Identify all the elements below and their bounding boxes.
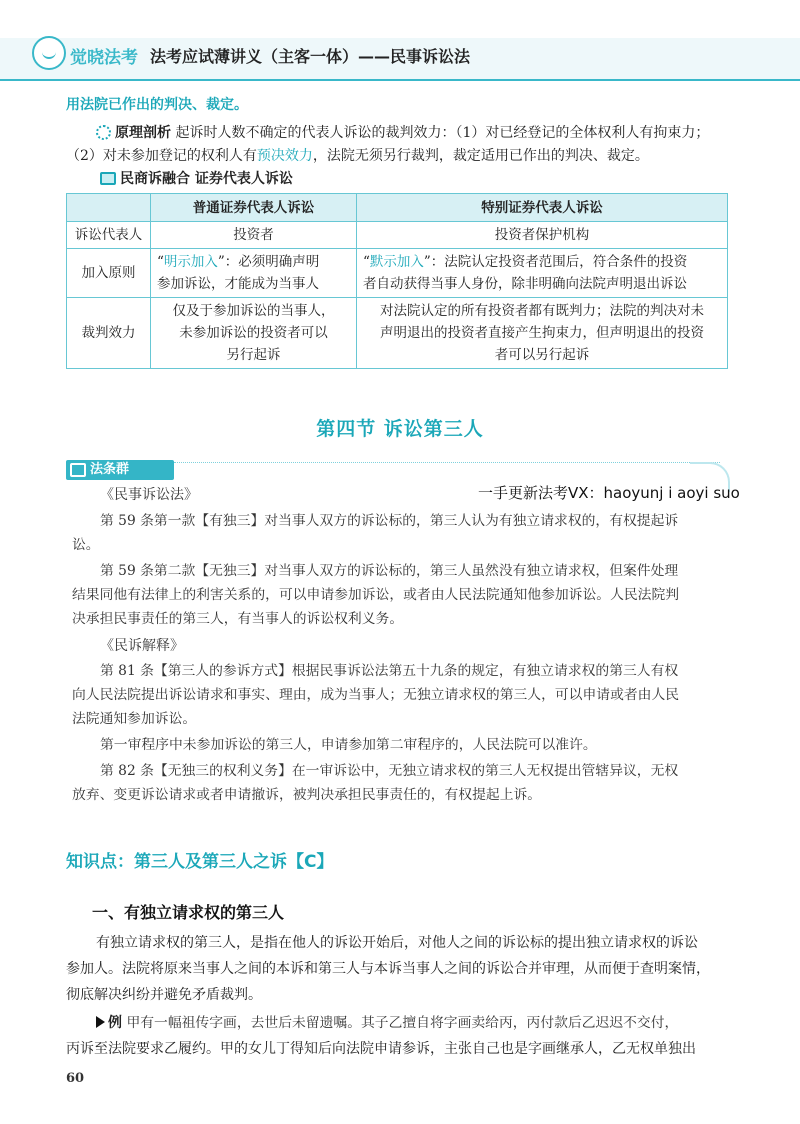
analysis-line-1 xyxy=(96,123,709,143)
arrow-icon xyxy=(96,1016,105,1028)
analysis-text-1: 起诉时人数不确定的代表人诉讼的裁判效力：（1）对已经登记的全体权利人有拘束力； xyxy=(175,125,710,141)
principle-icon xyxy=(96,125,111,140)
law-title-civil-procedure: 《民事诉讼法》 xyxy=(100,487,198,503)
law-paragraph: 第一审程序中未参加诉讼的第三人，申请参加第二审程序的，人民法院可以准许。 xyxy=(100,737,597,753)
table-text: 参加诉讼，才能成为当事人 xyxy=(157,276,319,292)
law-paragraph: 结果同他有法律上的利害关系的，可以申请参加诉讼，或者由人民法院通知他参加诉讼。人民法院判 xyxy=(72,587,680,603)
law-paragraph: 法院通知参加诉讼。 xyxy=(72,711,197,727)
table-text: 者可以另行起诉 xyxy=(494,347,590,363)
analysis-text-2a: （2）对未参加登记的权利人有 xyxy=(66,148,257,164)
table-text: 未参加诉讼的投资者可以 xyxy=(179,325,328,341)
analysis-highlight: 预决效力 xyxy=(256,148,313,164)
example-label: 例 xyxy=(108,1015,122,1031)
header-rule xyxy=(0,79,800,81)
logo-face-icon xyxy=(42,47,56,59)
quote-mark: “ xyxy=(363,254,370,270)
statute-label: 法条群 xyxy=(90,462,130,477)
law-paragraph: 第 59 条第一款【有独三】对当事人双方的诉讼标的，第三人认为有独立请求权的，有权提起诉 xyxy=(100,513,679,529)
fusion-heading xyxy=(100,169,293,189)
table-cell xyxy=(357,298,728,369)
example-text: 甲有一幅祖传字画，去世后未留遗嘱。其子乙擅自将字画卖给丙，丙付款后乙迟迟不交付， xyxy=(126,1015,679,1031)
carry-over-line: 用法院已作出的判决、裁定。 xyxy=(66,97,248,113)
table-text: 者自动获得当事人身份，除非明确向法院声明退出诉讼 xyxy=(363,276,687,292)
law-paragraph: 第 81 条【第三人的参诉方式】根据民事诉讼法第五十九条的规定，有独立请求权的第三人有权 xyxy=(100,663,679,679)
table-header-cell xyxy=(67,194,151,222)
analysis-line-2 xyxy=(66,146,649,166)
law-paragraph: 向人民法院提出诉讼请求和事实、理由，成为当事人；无独立请求权的第三人，可以申请或者由人民 xyxy=(72,687,680,703)
table-header-cell: 特别证券代表人诉讼 xyxy=(357,194,728,222)
example-line-2: 丙诉至法院要求乙履约。甲的女儿丁得知后向法院申请参诉，主张自己也是字画继承人，乙无权单独出 xyxy=(66,1041,696,1057)
page-number: 60 xyxy=(66,1071,85,1086)
table-text: 仅及于参加诉讼的当事人， xyxy=(172,303,335,319)
table-row xyxy=(67,249,728,298)
table-cell: 投资者 xyxy=(151,222,357,249)
law-paragraph: 讼。 xyxy=(72,537,100,553)
fusion-title: 民商诉融合 证券代表人诉讼 xyxy=(120,171,293,187)
subsection-heading: 一、有独立请求权的第三人 xyxy=(92,903,285,922)
table-cell xyxy=(151,249,357,298)
table-text: 对法院认定的所有投资者都有既判力；法院的判决对未 xyxy=(380,303,704,319)
books-icon xyxy=(100,172,116,185)
table-text: 声明退出的投资者直接产生拘束力，但声明退出的投资 xyxy=(380,325,704,341)
body-paragraph: 有独立请求权的第三人，是指在他人的诉讼开始后，对他人之间的诉讼标的提出独立请求权的诉讼 xyxy=(96,935,698,951)
law-paragraph: 第 59 条第二款【无独三】对当事人双方的诉讼标的，第三人虽然没有独立请求权，但案件处理 xyxy=(100,563,679,579)
table-cell xyxy=(357,249,728,298)
table-row-label: 加入原则 xyxy=(67,249,151,298)
quote-mark: “ xyxy=(157,254,164,270)
table-row xyxy=(67,298,728,369)
page-header xyxy=(0,0,800,82)
logo-icon xyxy=(32,36,66,70)
statute-rule xyxy=(174,462,720,463)
table-text: 另行起诉 xyxy=(226,347,281,363)
law-paragraph: 第 82 条【无独三的权利义务】在一审诉讼中，无独立请求权的第三人无权提出管辖异议，无权 xyxy=(100,763,679,779)
table-highlight: 明示加入 xyxy=(163,254,218,270)
table-row xyxy=(67,222,728,249)
law-paragraph: 决承担民事责任的第三人，有当事人的诉讼权利义务。 xyxy=(72,611,404,627)
table-cell: 投资者保护机构 xyxy=(357,222,728,249)
table-text: ”：法院认定投资者范围后，符合条件的投资 xyxy=(423,254,688,270)
example-line-1 xyxy=(96,1013,678,1033)
table-header-cell: 普通证券代表人诉讼 xyxy=(151,194,357,222)
comparison-table xyxy=(66,193,728,369)
section-title: 第四节 诉讼第三人 xyxy=(316,418,484,440)
pencil-icon xyxy=(70,463,86,477)
table-text: ”：必须明确声明 xyxy=(217,254,320,270)
book-title: 法考应试薄讲义（主客一体）——民事诉讼法 xyxy=(150,47,471,66)
body-paragraph: 参加人。法院将原来当事人之间的本诉和第三人与本诉当事人之间的诉讼合并审理，从而便于查明案情， xyxy=(66,961,710,977)
table-highlight: 默示加入 xyxy=(369,254,424,270)
analysis-label: 原理剖析 xyxy=(115,125,171,141)
table-row-label: 裁判效力 xyxy=(67,298,151,369)
watermark-text: 一手更新法考VX：haoyunj i aoyi suo xyxy=(478,484,740,502)
table-header-row xyxy=(67,194,728,222)
body-paragraph: 彻底解决纠纷并避免矛盾裁判。 xyxy=(66,987,262,1003)
brand-name: 觉晓法考 xyxy=(70,48,138,68)
law-title-interpretation: 《民诉解释》 xyxy=(100,638,184,654)
table-row-label: 诉讼代表人 xyxy=(67,222,151,249)
knowledge-point-title: 知识点：第三人及第三人之诉【C】 xyxy=(66,852,334,872)
table-cell xyxy=(151,298,357,369)
analysis-text-2b: ，法院无须另行裁判，裁定适用已作出的判决、裁定。 xyxy=(312,148,649,164)
law-paragraph: 放弃、变更诉讼请求或者申请撤诉，被判决承担民事责任的，有权提起上诉。 xyxy=(72,787,542,803)
